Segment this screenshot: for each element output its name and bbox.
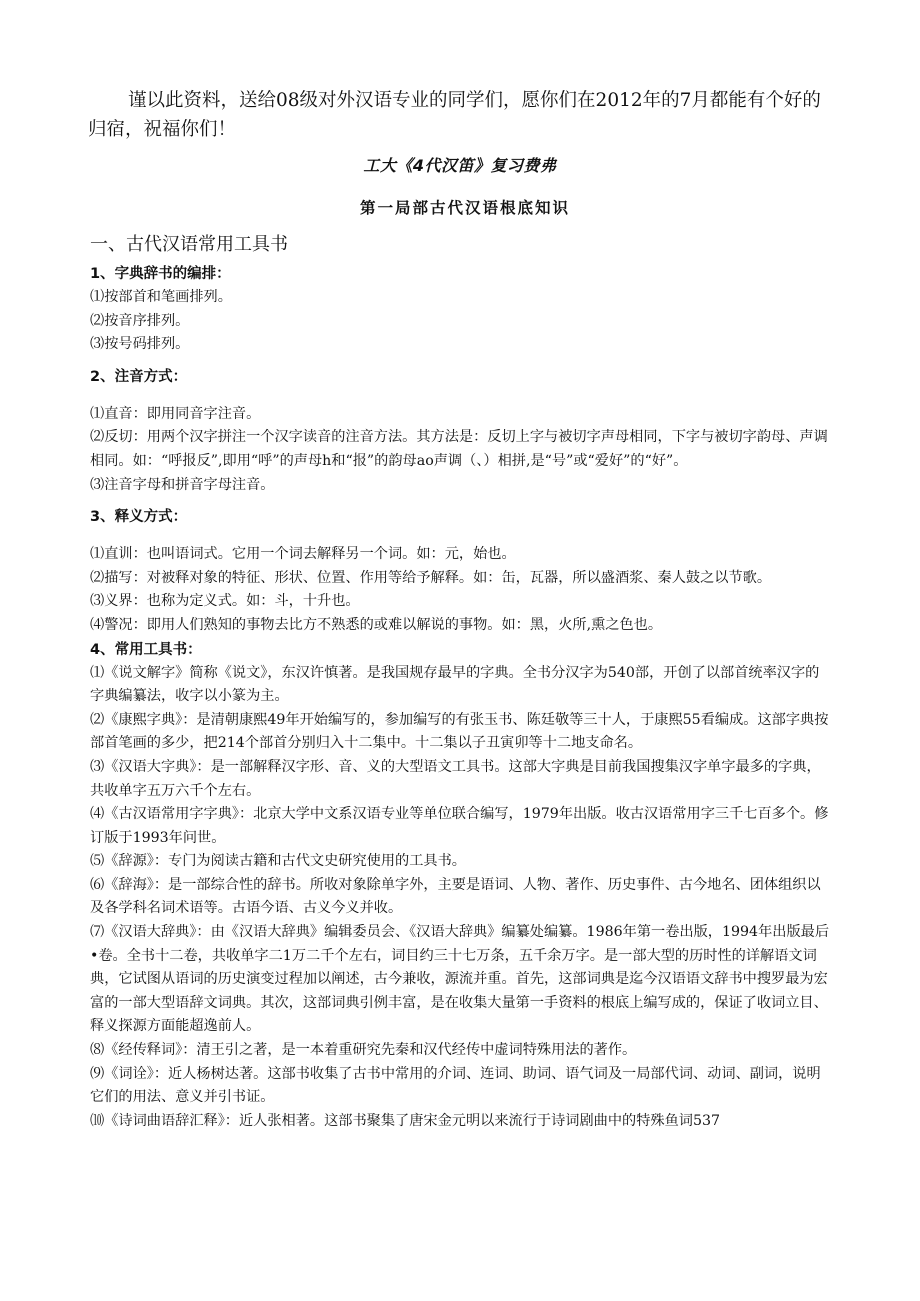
subsection-heading-reference-books: 4、常用工具书：: [90, 641, 202, 658]
list-item: ⑶按号码排列。: [90, 336, 190, 353]
list-item: ⑶注音字母和拼音字母注音。: [90, 476, 275, 493]
list-item: ⑵反切：用两个汉字拼注一个汉字读音的注音方法。其方法是：反切上字与被切字声母相同，下字与被切字韵母、声调相同。如：“呼报反”,即用“呼”的声母h和“报”的韵母ao声调（、）相拼,是“号”或“爱好”的“好”。: [90, 429, 828, 469]
list-item: ⑵按音序排列。: [90, 312, 190, 329]
list-item: ⑴直音：即用同音字注音。: [90, 405, 261, 422]
list-item: ⑹《辞海》：是一部综合性的辞书。所收对象除单字外，主要是语词、人物、著作、历史事件、古今地名、团体组织以及各学科名词术语等。古语今语、古义今义并收。: [90, 876, 821, 917]
list-item: ⑸《辞源》：专门为阅读古籍和古代文史研究使用的工具书。: [90, 853, 466, 870]
list-item: ⑶《汉语大字典》：是一部解释汉字形、音、义的大型语文工具书。这部大字典是目前我国搜集汉字单字最多的字典，共收单字五万六千个左右。: [90, 758, 821, 799]
list-item: ⑵《康熙字典》：是清朝康熙49年开始编写的，参加编写的有张玉书、陈廷敬等三十人，于康熙55看编成。这部字典按部首笔画的多少，把214个部首分别归入十二集中。十二集以子丑寅卯等十二地支命名。: [90, 711, 829, 752]
list-item: ⑴直训：也叫语词式。它用一个词去解释另一个词。如：元，始也。: [90, 546, 516, 563]
list-item: ⑷警况：即用人们熟知的事物去比方不熟悉的或难以解说的事物。如：黑，火所,熏之色也。: [90, 616, 663, 633]
document-body: [90, 232, 830, 1133]
section-heading: 一、古代汉语常用工具书: [90, 234, 288, 255]
list-item: ⑴按部首和笔画排列。: [90, 289, 232, 305]
list-item: ⑽《诗词曲语辞汇释》：近人张相著。这部书聚集了唐宋金元明以来流行于诗词剧曲中的特殊鱼词537: [90, 1112, 721, 1129]
list-item: ⑷《古汉语常用字字典》：北京大学中文系汉语专业等单位联合编写，1979年出版。收古汉语常用字三千七百多个。修订版于1993年问世。: [90, 806, 829, 846]
list-item: ⑻《经传释词》：清王引之著，是一本着重研究先秦和汉代经传中虚词特殊用法的著作。: [90, 1042, 637, 1059]
list-item: ⑼《词诠》：近人杨树达著。这部书收集了古书中常用的介词、连词、助词、语气词及一局部代词、动词、副词，说明它们的用法、意义并引书证。: [90, 1065, 821, 1106]
document-title: 工大《4代汉笛》复习费弗: [363, 156, 557, 175]
subsection-heading-arrangement: 1、字典辞书的编排：: [90, 266, 231, 282]
part-title: 第一局部古代汉语根底知识: [359, 198, 570, 217]
subsection-heading-phonetic: 2、注音方式：: [90, 368, 188, 385]
list-item: ⑴《说文解字》简称《说文》，东汉许慎著。是我国规存最早的字典。全书分汉字为540部，开创了以部首统率汉字的字典编纂法，收字以小篆为主。: [90, 664, 820, 705]
list-item: ⑵描写：对被释对象的特征、形状、位置、作用等给予解释。如：缶，瓦器，所以盛酒浆、秦人鼓之以节歌。: [90, 569, 772, 586]
subsection-heading-definition: 3、释义方式：: [90, 509, 188, 526]
list-item: ⑶义界：也称为定义式。如：斗，十升也。: [90, 593, 360, 610]
list-item: ⑺《汉语大辞典》：由《汉语大辞典》编辑委员会、《汉语大辞典》编纂处编纂。1986年第一卷出版，1994年出版最后•卷。全书十二卷，共收单字二1万二千个左右，词目约三十七万条，五千余万字。是一部大型的历时性的详解语文词典，它试图从语词的历史演变过程加以阐述，古今兼收，源流并重。首先，这部词典是迄今汉语语文辞书中搜罗最为宏富的一部大型语辞文词典。其次，这部词典引例丰富，是在收集大量第一手资料的根底上编写成的，保证了收词立目、释义探源方面能超逸前人。: [90, 924, 830, 1035]
dedication-paragraph: 谨以此资料，送给08级对外汉语专业的同学们，愿你们在2012年的7月都能有个好的归宿，祝福你们！: [88, 90, 821, 140]
